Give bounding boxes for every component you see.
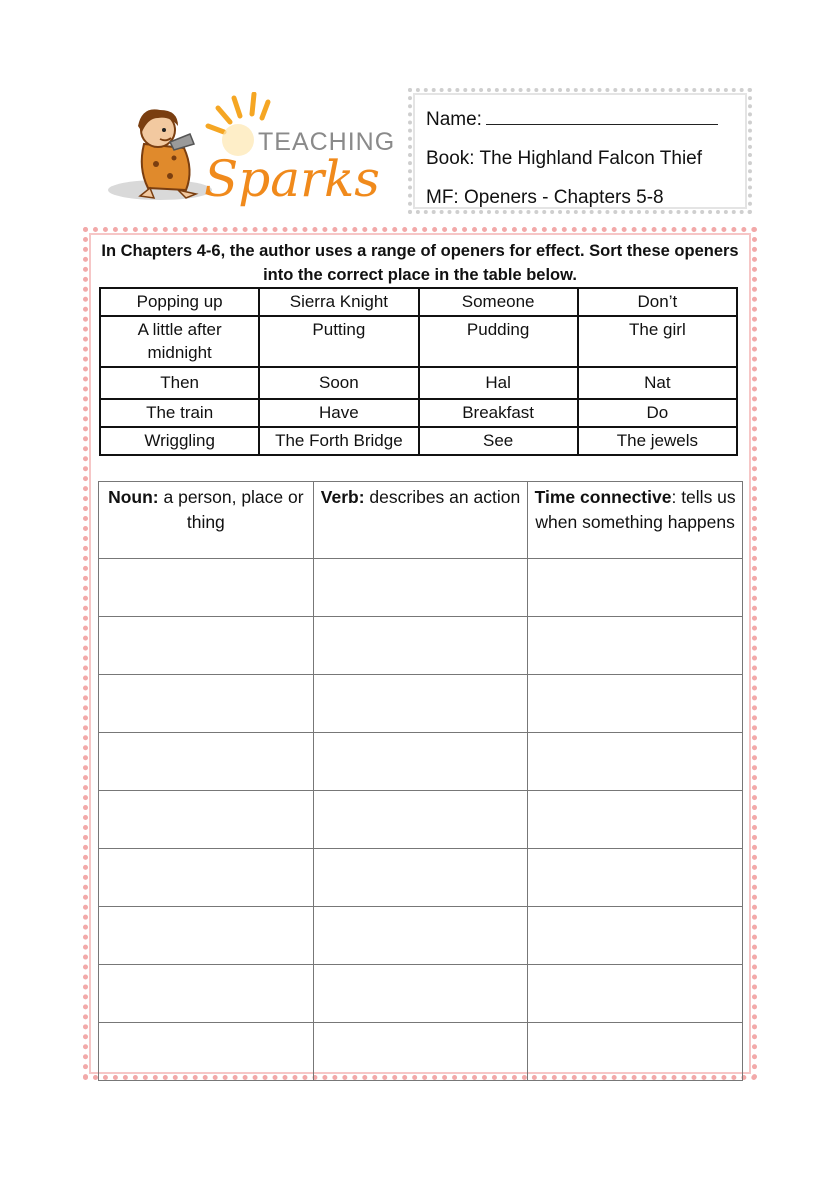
brand-sparks: Sparks [204, 150, 380, 208]
answer-cell[interactable] [528, 675, 743, 733]
word-cell: A little after midnight [100, 316, 259, 367]
word-cell: Breakfast [419, 399, 578, 427]
answer-cell[interactable] [528, 559, 743, 617]
word-cell: Soon [259, 367, 418, 399]
answer-cell[interactable] [528, 1023, 743, 1081]
column-header-time-connective [528, 482, 743, 559]
name-line [426, 100, 734, 139]
table-row [99, 559, 743, 617]
word-cell: The train [100, 399, 259, 427]
word-cell: Pudding [419, 316, 578, 367]
answer-cell[interactable] [313, 733, 528, 791]
table-row [99, 907, 743, 965]
table-row [99, 965, 743, 1023]
column-header-noun [99, 482, 314, 559]
answer-cell[interactable] [528, 907, 743, 965]
answer-cell[interactable] [99, 1023, 314, 1081]
verb-definition: describes an action [364, 487, 521, 507]
table-row [100, 427, 737, 455]
answer-cell[interactable] [528, 733, 743, 791]
word-cell: Hal [419, 367, 578, 399]
answer-cell[interactable] [99, 733, 314, 791]
sorting-table [98, 481, 743, 1081]
answer-cell[interactable] [99, 965, 314, 1023]
word-cell: Then [100, 367, 259, 399]
header-row [99, 482, 743, 559]
verb-term: Verb: [320, 487, 365, 507]
answer-cell[interactable] [99, 907, 314, 965]
caveman-mascot-icon [138, 109, 196, 198]
answer-cell[interactable] [313, 965, 528, 1023]
time-connective-term: Time connective [534, 487, 672, 507]
column-header-verb [313, 482, 528, 559]
word-cell: Have [259, 399, 418, 427]
answer-cell[interactable] [99, 559, 314, 617]
table-row [99, 675, 743, 733]
answer-cell[interactable] [99, 791, 314, 849]
word-cell: Wriggling [100, 427, 259, 455]
table-row [99, 733, 743, 791]
word-cell: The girl [578, 316, 737, 367]
word-cell: The Forth Bridge [259, 427, 418, 455]
word-bank-table [99, 287, 738, 456]
table-row [99, 791, 743, 849]
mf-title: MF: Openers - Chapters 5-8 [426, 187, 664, 208]
brand-teaching: TEACHING [258, 128, 396, 156]
book-title: Book: The Highland Falcon Thief [426, 148, 703, 169]
name-label: Name: [426, 109, 482, 130]
answer-cell[interactable] [99, 675, 314, 733]
table-row [99, 849, 743, 907]
answer-cell[interactable] [528, 849, 743, 907]
noun-definition: a person, place or thing [158, 487, 304, 532]
word-cell: See [419, 427, 578, 455]
answer-cell[interactable] [528, 965, 743, 1023]
answer-cell[interactable] [313, 1023, 528, 1081]
word-cell: Someone [419, 288, 578, 316]
answer-cell[interactable] [528, 617, 743, 675]
answer-cell[interactable] [528, 791, 743, 849]
noun-term: Noun: [108, 487, 159, 507]
answer-cell[interactable] [313, 617, 528, 675]
answer-cell[interactable] [99, 617, 314, 675]
word-cell: Putting [259, 316, 418, 367]
time-connective-definition: : tells us when something happens [535, 487, 736, 532]
table-row [100, 399, 737, 427]
word-cell: The jewels [578, 427, 737, 455]
word-cell: Nat [578, 367, 737, 399]
answer-cell[interactable] [99, 849, 314, 907]
table-row [100, 288, 737, 316]
word-cell: Popping up [100, 288, 259, 316]
teaching-sparks-logo [108, 92, 398, 217]
answer-cell[interactable] [313, 907, 528, 965]
table-row [99, 617, 743, 675]
table-row [99, 1023, 743, 1081]
student-info-box [408, 88, 752, 214]
answer-cell[interactable] [313, 559, 528, 617]
answer-cell[interactable] [313, 849, 528, 907]
table-row [100, 367, 737, 399]
name-field[interactable] [486, 106, 718, 125]
word-cell: Sierra Knight [259, 288, 418, 316]
word-cell: Do [578, 399, 737, 427]
instructions: In Chapters 4-6, the author uses a range of openers for effect. Sort these openers into the correct place in the table below. [101, 242, 739, 284]
word-cell: Don’t [578, 288, 737, 316]
answer-cell[interactable] [313, 791, 528, 849]
table-row [100, 316, 737, 367]
answer-cell[interactable] [313, 675, 528, 733]
